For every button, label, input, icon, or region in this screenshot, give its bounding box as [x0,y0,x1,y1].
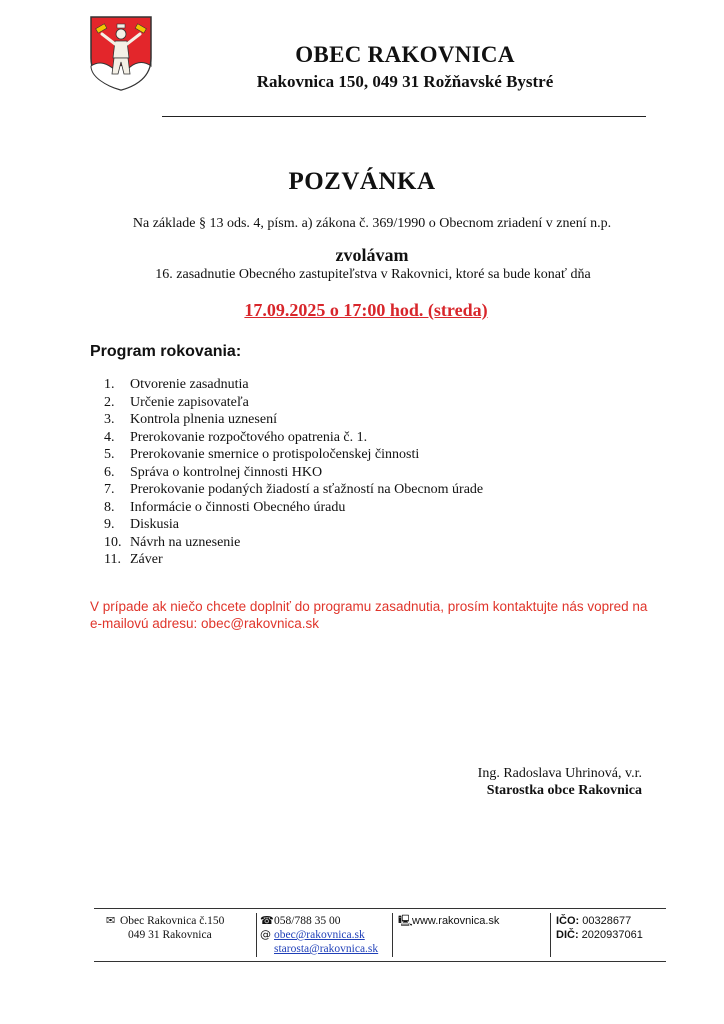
agenda-item: 10. Návrh na uznesenie [104,534,241,550]
municipality-address: Rakovnica 150, 049 31 Rožňavské Bystré [256,72,554,91]
contact-note-line: e-mailovú adresu: obec@rakovnica.sk [90,616,320,631]
footer-divider [256,913,257,957]
website-link[interactable]: www.rakovnica.sk [412,915,500,927]
footer-address: ✉ Obec Rakovnica č.150 049 31 Rakovnica [106,914,225,941]
footer-web [398,909,548,961]
signer-name: Ing. Radoslava Uhrinová, v.r. [477,766,642,781]
meeting-datetime: 17.09.2025 o 17:00 hod. (streda) [244,300,488,320]
footer [94,908,666,962]
telephone-icon: ☎ [260,914,274,927]
footer-divider [550,913,551,957]
envelope-icon: ✉ [106,914,116,927]
agenda-item: 6. Správa o kontrolnej činnosti HKO [104,464,323,480]
contact-note [90,598,650,632]
agenda-item: 8. Informácie o činnosti Obecného úradu [104,499,346,515]
agenda-item: 1. Otvorenie zasadnutia [104,377,249,392]
agenda-item: 2. Určenie zapisovateľa [104,394,249,410]
signer-title: Starostka obce Rakovnica [486,783,642,798]
computer-icon: 🖳 [398,914,413,927]
header-divider [162,116,646,117]
agenda-list [104,376,483,569]
agenda-item: 7. Prerokovanie podaných žiadostí a sťažností na Obecnom úrade [104,482,484,497]
session-description: 16. zasadnutie Obecného zastupiteľstva v Rakovnici, ktoré sa bude konať dňa [155,267,591,282]
contact-note-line: V prípade ak niečo chcete doplniť do programu zasadnutia, prosím kontaktujte nás vopred na [90,599,648,614]
coat-of-arms-icon [88,14,154,92]
agenda-item: 4. Prerokovanie rozpočtového opatrenia č. 1. [104,429,368,445]
at-sign-icon: @ [260,928,271,941]
municipality-title: OBEC RAKOVNICA [295,42,515,67]
program-heading: Program rokovania: [90,343,242,360]
agenda-item: 5. Prerokovanie smernice o protispoločenskej činnosti [104,447,420,462]
footer-ids: IČO: 00328677 DIČ: 2020937061 [556,915,643,941]
footer-divider [392,913,393,957]
email-link-starosta[interactable]: starosta@rakovnica.sk [274,943,379,955]
convene-heading: zvolávam [335,245,409,265]
legal-basis: Na základe § 13 ods. 4, písm. a) zákona č. 369/1990 o Obecnom zriadení v znení n.p. [132,216,612,231]
document-title: POZVÁNKA [288,168,436,195]
footer-contacts: ☎058/788 35 00 @ obec@rakovnica.sk starosta@rakovnica.sk [260,914,379,955]
agenda-item: 9. Diskusia [104,517,179,532]
agenda-item: 3. Kontrola plnenia uznesení [104,412,277,427]
email-link[interactable]: obec@rakovnica.sk [274,929,365,941]
agenda-item: 11. Záver [104,552,163,567]
